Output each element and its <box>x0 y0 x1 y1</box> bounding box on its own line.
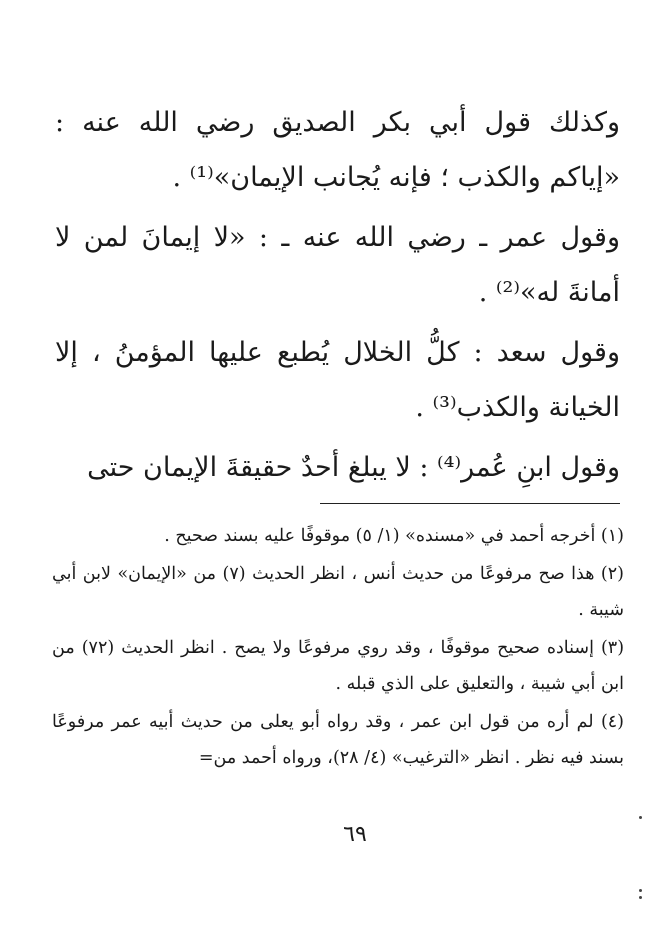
paragraph-abu-bakr: وكذلك قول أبي بكر الصديق رضي الله عنه : «إياكم والكذب ؛ فإنه يُجانب الإيمان»⁽¹⁾ . <box>55 107 620 193</box>
paragraph-umar: وقول عمر ـ رضي الله عنه ـ : «لا إيمانَ لمن لا أمانةَ له»⁽²⁾ . <box>55 222 620 308</box>
footnote-3: (٣) إسناده صحيح موقوفًا ، وقد روي مرفوعًا ولا يصح . انظر الحديث (٧٢) من ابن أبي شيبة ، والتعليق على الذي قبله . <box>52 638 625 694</box>
footnote-separator <box>320 503 620 504</box>
paragraph-saad: وقول سعد : كلُّ الخلال يُطبع عليها المؤمنُ ، إلا الخيانة والكذب⁽³⁾ . <box>55 337 620 423</box>
footnote-4: (٤) لم أره من قول ابن عمر ، وقد رواه أبو يعلى من حديث أبيه عمر مرفوعًا بسند فيه نظر . انظر «الترغيب» (٤/ ٢٨)، ورواه أحمد من= <box>52 712 624 768</box>
scan-speck <box>639 896 642 899</box>
paragraph-ibn-umar: وقول ابنِ عُمر⁽⁴⁾ : لا يبلغ أحدٌ حقيقةَ الإيمان حتى <box>87 452 620 483</box>
footnote-1: (١) أخرجه أحمد في «مسنده» (١/ ٥) موقوفًا عليه بسند صحيح . <box>164 526 624 546</box>
page-number: ٦٩ <box>343 822 367 847</box>
footnotes <box>52 518 624 778</box>
main-text <box>55 95 620 495</box>
scan-speck <box>639 816 642 819</box>
scan-speck <box>639 889 642 892</box>
footnote-2: (٢) هذا صح مرفوعًا من حديث أنس ، انظر الحديث (٧) من «الإيمان» لابن أبي شيبة . <box>52 564 624 620</box>
